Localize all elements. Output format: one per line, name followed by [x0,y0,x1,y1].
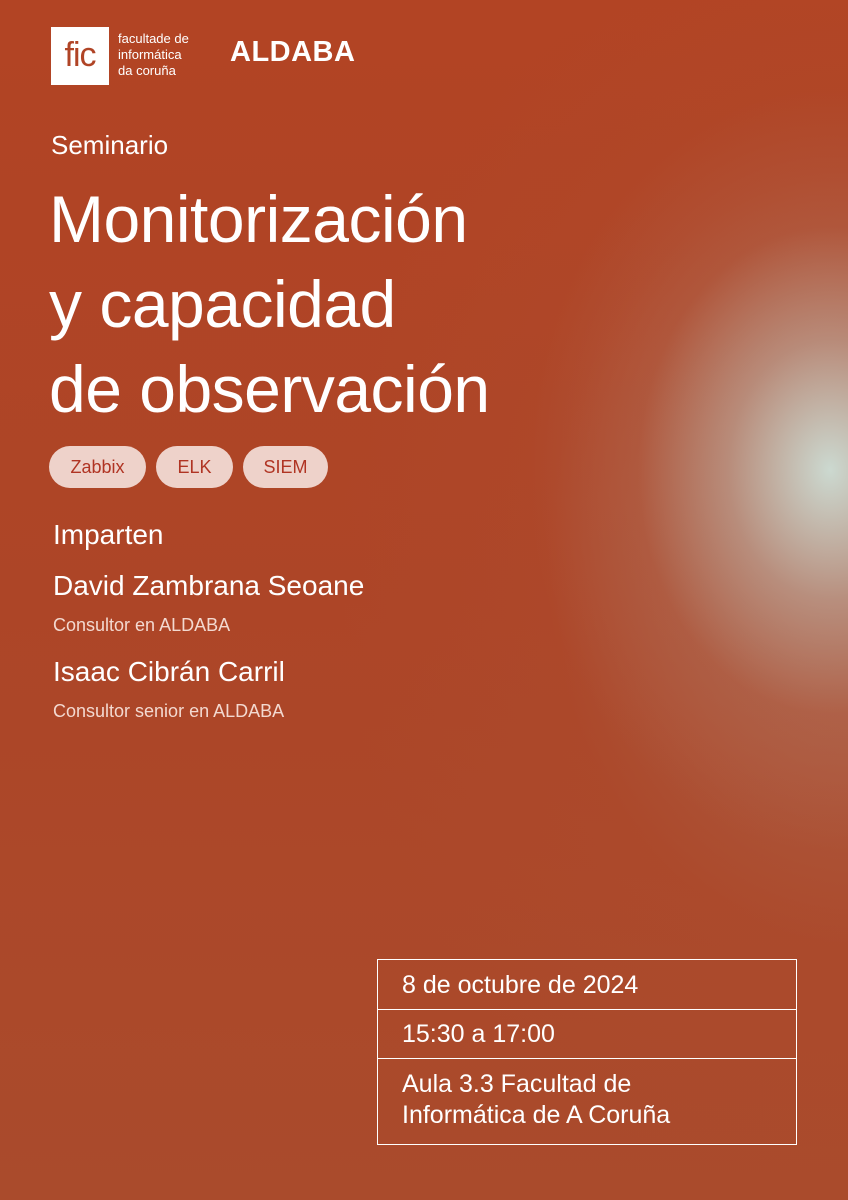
tag-elk: ELK [156,446,233,488]
fic-logo-text [118,31,228,79]
tag-siem: SIEM [243,446,328,488]
title-line: de observación [49,352,490,426]
title-line: Monitorización [49,182,468,256]
title-line: y capacidad [49,267,396,341]
event-location [378,1069,796,1131]
fic-logo-text-line: facultade de [118,31,189,46]
event-type: Seminario [51,130,169,160]
speaker-name: David Zambrana Seoane [53,570,365,601]
event-location-line: Aula 3.3 Facultad de [402,1070,632,1098]
logo-bar [51,27,391,85]
speaker-name: Isaac Cibrán Carril [53,656,285,687]
event-location-line: Informática de A Coruña [402,1101,671,1129]
speaker-role: Consultor senior en ALDABA [53,701,285,721]
aldaba-logo: ALDABA [230,36,356,68]
event-date: 8 de octubre de 2024 [378,960,796,1010]
fic-logo-mark: fic [64,36,96,74]
seminar-title [49,177,669,432]
fic-logo [51,27,109,85]
event-info-box [377,959,797,1145]
event-time: 15:30 a 17:00 [378,1010,796,1059]
speaker-role: Consultor en ALDABA [53,615,231,635]
fic-logo-text-line: da coruña [118,63,176,78]
speakers-heading: Imparten [53,519,164,550]
tag-zabbix: Zabbix [49,446,146,488]
fic-logo-text-line: informática [118,47,182,62]
topic-tags [49,446,328,488]
